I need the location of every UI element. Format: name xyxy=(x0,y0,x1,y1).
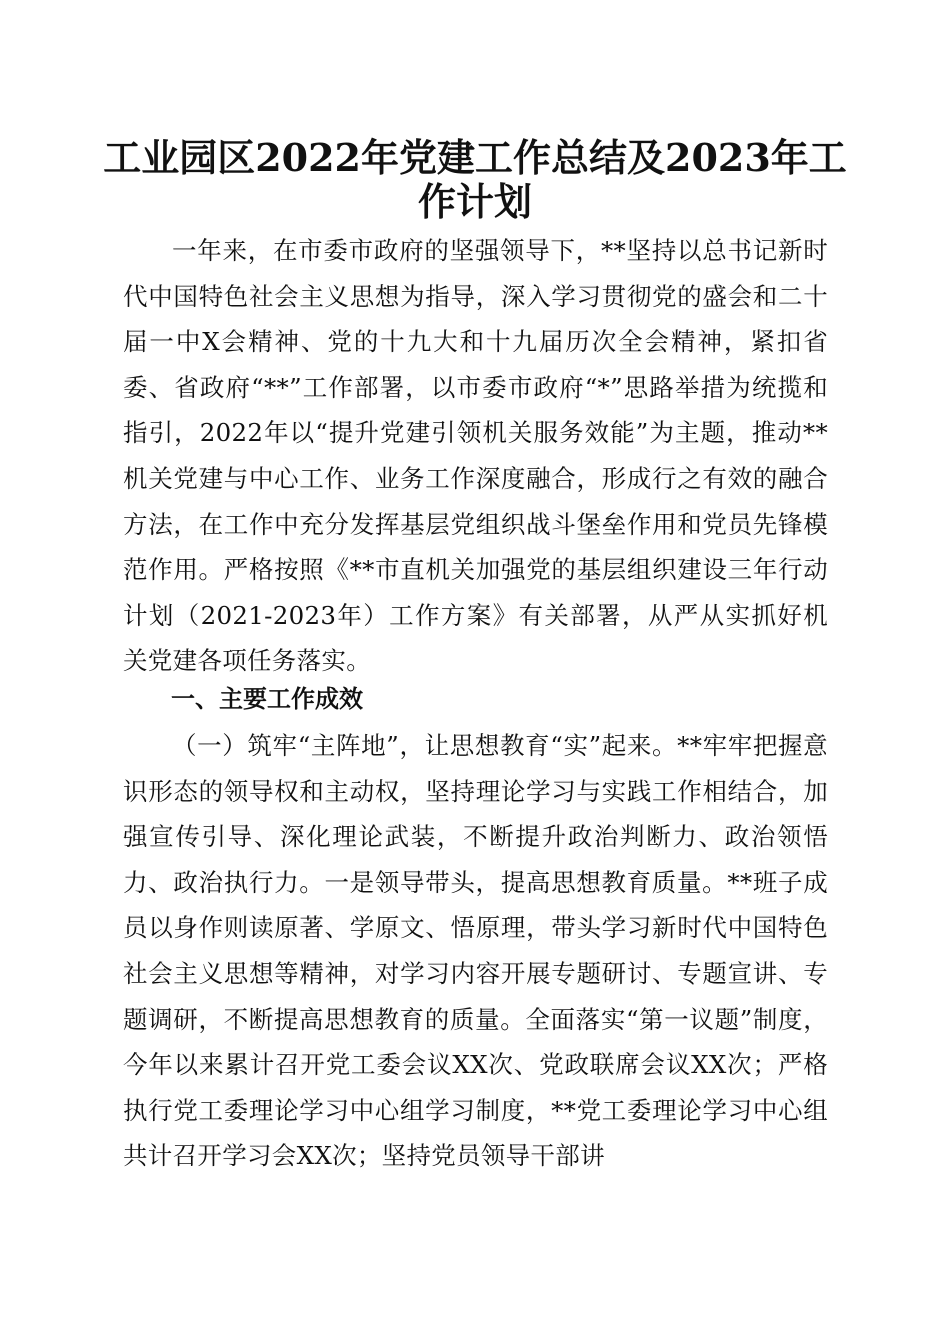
section-heading-main-achievements: 一、主要工作成效 xyxy=(171,685,363,713)
section-1-1-paragraph: （一）筑牢“主阵地”，让思想教育“实”起来。**牢牢把握意识形态的领导权和主动权，坚持理论学习与实践工作相结合，加强宣传引导、深化理论武装，不断提升政治判断力、政治领悟力、政治执行力。一是领导带头，提高思想教育质量。**班子成员以身作则读原著、学原文、悟原理，带头学习新时代中国特色社会主义思想等精神，对学习内容开展专题研讨、专题宣讲、专题调研，不断提高思想教育的质量。全面落实“第一议题”制度，今年以来累计召开党工委会议XX次、党政联席会议XX次；严格执行党工委理论学习中心组学习制度，**党工委理论学习中心组共计召开学习会XX次；坚持党员领导干部讲 xyxy=(123,731,828,1171)
intro-paragraph: 一年来，在市委市政府的坚强领导下，**坚持以总书记新时代中国特色社会主义思想为指导，深入学习贯彻党的盛会和二十届一中X会精神、党的十九大和十九届历次全会精神，紧扣省委、省政府“**”工作部署，以市委市政府“*”思路举措为统揽和指引，2022年以“提升党建引领机关服务效能”为主题，推动**机关党建与中心工作、业务工作深度融合，形成行之有效的融合方法，在工作中充分发挥基层党组织战斗堡垒作用和党员先锋模范作用。严格按照《**市直机关加强党的基层组织建设三年行动计划（2021-2023年）工作方案》有关部署，从严从实抓好机关党建各项任务落实。 xyxy=(123,236,828,676)
document-title: 工业园区2022年党建工作总结及2023年工作计划 xyxy=(103,135,847,224)
